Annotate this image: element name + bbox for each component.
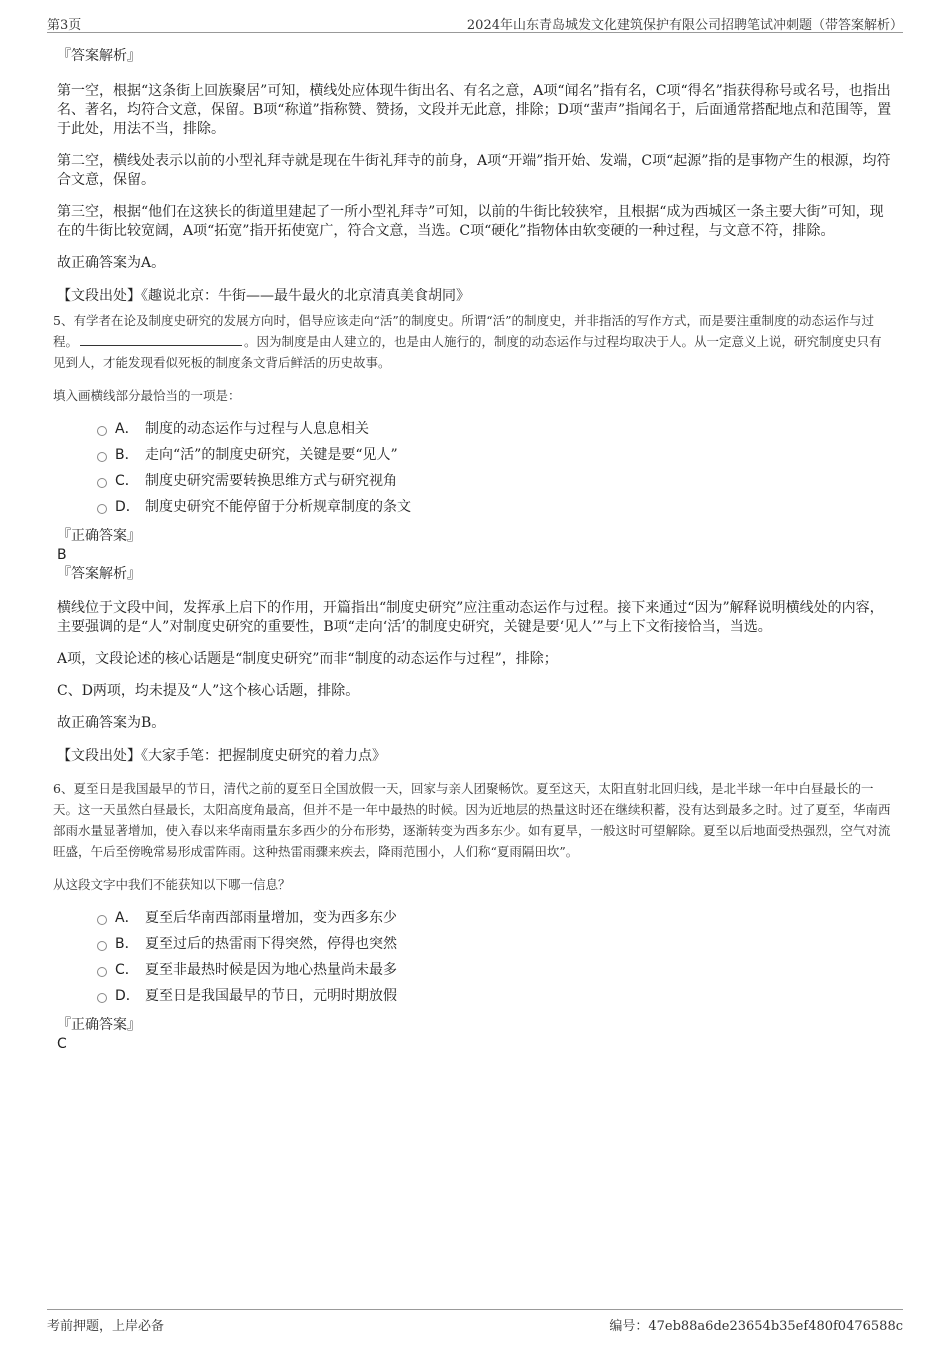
option-a[interactable]: A． 夏至后华南西部雨量增加，变为西多东少 bbox=[97, 905, 892, 931]
option-d[interactable]: D． 夏至日是我国最早的节日，元明时期放假 bbox=[97, 983, 892, 1009]
radio-button[interactable] bbox=[97, 915, 107, 925]
footer-slogan: 考前押题，上岸必备 bbox=[47, 1319, 165, 1334]
conclusion: 故正确答案为A。 bbox=[57, 255, 166, 271]
source-citation: 【文段出处】《大家手笔：把握制度史研究的着力点》 bbox=[57, 748, 386, 764]
conclusion: 故正确答案为B。 bbox=[57, 715, 166, 731]
fill-blank bbox=[80, 333, 242, 346]
page-number: 第3页 bbox=[47, 18, 82, 33]
correct-answer-label: 『正确答案』 bbox=[57, 528, 141, 544]
correct-answer: C bbox=[57, 1036, 67, 1052]
option-list bbox=[57, 416, 892, 520]
correct-answer: B bbox=[57, 547, 67, 563]
document-id: 编号：47eb88a6de23654b35ef480f0476588c bbox=[609, 1319, 903, 1334]
source-citation: 【文段出处】《趣说北京：牛街——最牛最火的北京清真美食胡同》 bbox=[57, 288, 470, 304]
question-stem: 5、有学者在论及制度史研究的发展方向时，倡导应该走向“活”的制度史。所谓“活”的制度史，并非指活的写作方式，而是要注重制度的动态运作与过程。 。因为制度是由人建立的，也是由人施行的，制度的动态运作与过程均取决于人。从一定意义上说，研究制度史只有见到人，才能发现看似死板的制度条文背后鲜活的历史故事。 bbox=[53, 313, 882, 370]
radio-button[interactable] bbox=[97, 426, 107, 436]
radio-button[interactable] bbox=[97, 967, 107, 977]
radio-button[interactable] bbox=[97, 993, 107, 1003]
option-d[interactable]: D． 制度史研究不能停留于分析规章制度的条文 bbox=[97, 494, 892, 520]
option-list bbox=[57, 905, 892, 1009]
main-content bbox=[53, 46, 892, 1053]
question-stem: 6、夏至日是我国最早的节日，清代之前的夏至日全国放假一天，回家与亲人团聚畅饮。夏至这天，太阳直射北回归线，是北半球一年中白昼最长的一天。这一天虽然白昼最长，太阳高度角最高，但并不是一年中最热的时候。因为近地层的热量这时还在继续积蓄，没有达到最多之时。过了夏至，华南西部雨水量显著增加，使入春以来华南雨量东多西少的分布形势，逐渐转变为西多东少。如有夏旱，一般这时可望解除。夏至以后地面受热强烈，空气对流旺盛，午后至傍晚常易形成雷阵雨。这种热雷雨骤来疾去，降雨范围小，人们称“夏雨隔田坎”。 bbox=[53, 781, 891, 859]
option-b[interactable]: B． 夏至过后的热雷雨下得突然，停得也突然 bbox=[97, 931, 892, 957]
page-header bbox=[47, 12, 903, 33]
question-prompt: 从这段文字中我们不能获知以下哪一信息？ bbox=[53, 877, 291, 892]
radio-button[interactable] bbox=[97, 504, 107, 514]
question-prompt: 填入画横线部分最恰当的一项是： bbox=[53, 388, 241, 403]
analysis-paragraph: 第一空，根据“这条街上回族聚居”可知，横线处应体现牛街出名、有名之意，A项“闻名”指有名，C项“得名”指获得称号或名号，也指出名、著名，均符合文意，保留。B项“称道”指称赞、赞扬，文段并无此意，排除；D项“蜚声”指闻名于，后面通常搭配地点和范围等，置于此处，用法不当，排除。 bbox=[57, 83, 892, 137]
radio-button[interactable] bbox=[97, 478, 107, 488]
analysis-paragraph: 第三空，根据“他们在这狭长的街道里建起了一所小型礼拜寺”可知，以前的牛街比较狭窄，且根据“成为西城区一条主要大街”可知，现在的牛街比较宽阔，A项“拓宽”指开拓使宽广，符合文意，当选。C项“硬化”指物体由软变硬的一种过程，与文意不符，排除。 bbox=[57, 204, 884, 239]
analysis-label: 『答案解析』 bbox=[57, 566, 141, 582]
radio-button[interactable] bbox=[97, 452, 107, 462]
correct-answer-label: 『正确答案』 bbox=[57, 1017, 141, 1033]
option-a[interactable]: A． 制度的动态运作与过程与人息息相关 bbox=[97, 416, 892, 442]
analysis-label: 『答案解析』 bbox=[57, 48, 141, 64]
page-footer bbox=[47, 1309, 903, 1336]
radio-button[interactable] bbox=[97, 941, 107, 951]
document-title: 2024年山东青岛城发文化建筑保护有限公司招聘笔试冲刺题（带答案解析） bbox=[466, 18, 903, 33]
option-c[interactable]: C． 夏至非最热时候是因为地心热量尚未最多 bbox=[97, 957, 892, 983]
analysis-paragraph: 横线位于文段中间，发挥承上启下的作用，开篇指出“制度史研究”应注重动态运作与过程。接下来通过“因为”解释说明横线处的内容，主要强调的是“人”对制度史研究的重要性，B项“走向‘活’的制度史研究，关键是要‘见人’”与上下文衔接恰当，当选。 bbox=[57, 600, 884, 635]
option-c[interactable]: C． 制度史研究需要转换思维方式与研究视角 bbox=[97, 468, 892, 494]
option-b[interactable]: B． 走向“活”的制度史研究，关键是要“见人” bbox=[97, 442, 892, 468]
analysis-paragraph: 第二空，横线处表示以前的小型礼拜寺就是现在牛街礼拜寺的前身，A项“开端”指开始、发端，C项“起源”指的是事物产生的根源，均符合文意，保留。 bbox=[57, 153, 891, 188]
analysis-paragraph: A项，文段论述的核心话题是“制度史研究”而非“制度的动态运作与过程”，排除； bbox=[57, 651, 558, 667]
analysis-paragraph: C、D两项，均未提及“人”这个核心话题，排除。 bbox=[57, 683, 360, 699]
